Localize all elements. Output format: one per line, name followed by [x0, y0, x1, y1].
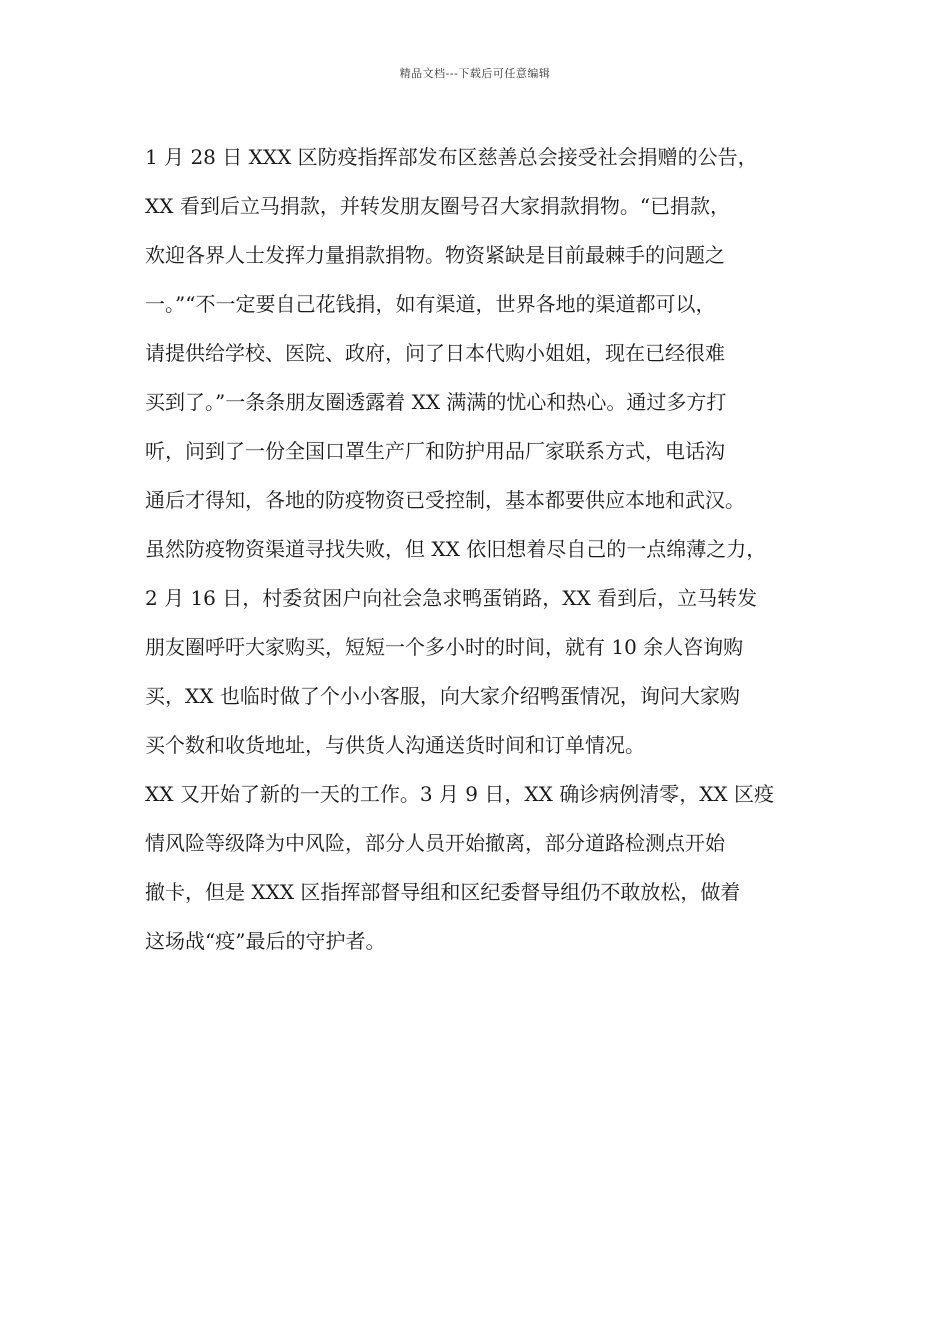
- document-body: [145, 133, 820, 966]
- body-line: 朋友圈呼吁大家购买，短短一个多小时的时间，就有 10 余人咨询购: [145, 635, 744, 659]
- body-line: 情风险等级降为中风险，部分人员开始撤离，部分道路检测点开始: [145, 831, 725, 855]
- body-line: 这场战“疫”最后的守护者。: [145, 929, 386, 953]
- body-line: 听，问到了一份全国口罩生产厂和防护用品厂家联系方式，电话沟: [145, 439, 725, 463]
- body-line: 买个数和收货地址，与供货人沟通送货时间和订单情况。: [145, 733, 645, 757]
- body-line: 虽然防疫物资渠道寻找失败，但 XX 依旧想着尽自己的一点绵薄之力，: [145, 537, 767, 561]
- body-line: 1 月 28 日 XXX 区防疫指挥部发布区慈善总会接受社会捐赠的公告，: [145, 145, 758, 169]
- body-line: 撤卡，但是 XXX 区指挥部督导组和区纪委督导组仍不敢放松，做着: [145, 880, 741, 904]
- page-header: 精品文档---下载后可任意编辑: [399, 67, 551, 80]
- body-line: 买，XX 也临时做了个小小客服，向大家介绍鸭蛋情况，询问大家购: [145, 684, 740, 708]
- body-line: 请提供给学校、医院、政府，问了日本代购小姐姐，现在已经很难: [145, 341, 725, 365]
- body-line: 通后才得知，各地的防疫物资已受控制，基本都要供应本地和武汉。: [145, 488, 745, 512]
- body-line: XX 看到后立马捐款，并转发朋友圈号召大家捐款捐物。“已捐款，: [145, 194, 731, 218]
- body-line: 欢迎各界人士发挥力量捐款捐物。物资紧缺是目前最棘手的问题之: [145, 243, 725, 267]
- body-line: 2 月 16 日，村委贫困户向社会急求鸭蛋销路，XX 看到后，立马转发: [145, 586, 758, 610]
- body-line: 买到了。”一条条朋友圈透露着 XX 满满的忧心和热心。通过多方打: [145, 390, 727, 414]
- body-line: XX 又开始了新的一天的工作。3 月 9 日，XX 确诊病例清零，XX 区疫: [145, 782, 775, 806]
- body-line: 一。”“不一定要自己花钱捐，如有渠道，世界各地的渠道都可以，: [145, 292, 716, 316]
